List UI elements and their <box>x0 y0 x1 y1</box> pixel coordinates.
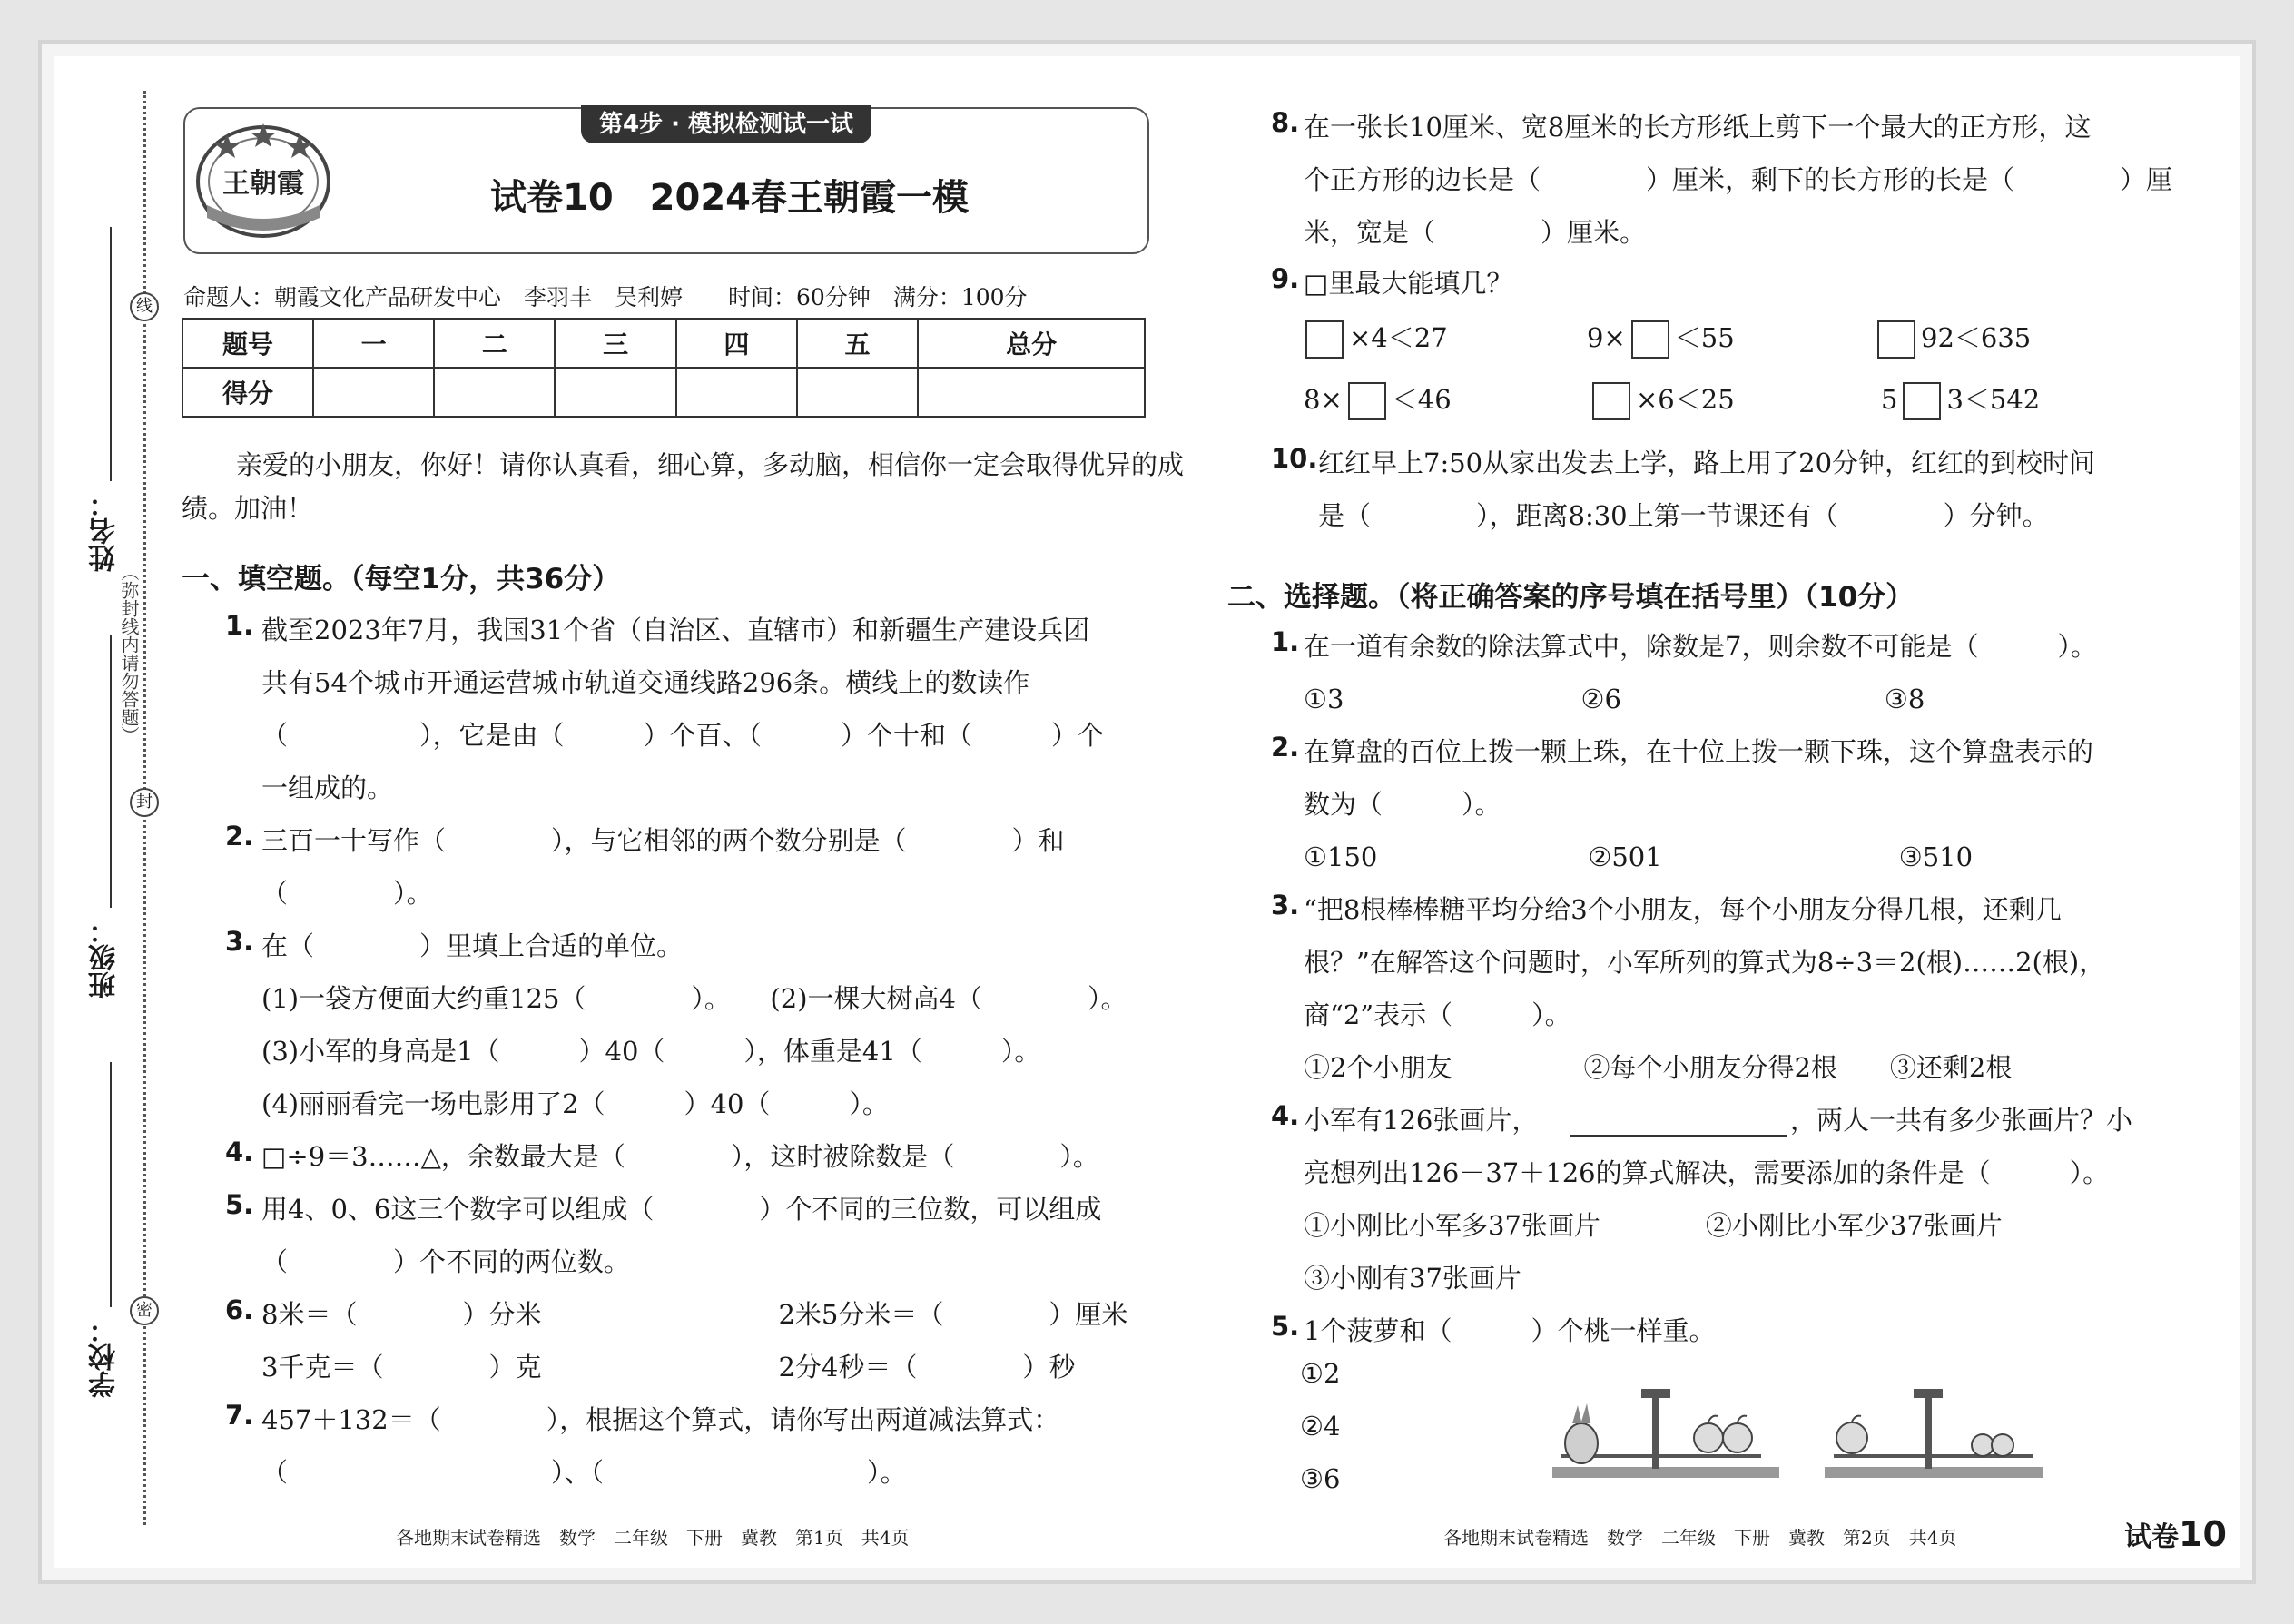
question-text: 1个菠萝和（ ）个桃一样重。 <box>1304 1315 1716 1346</box>
page-tag: 试卷10 <box>2124 1514 2227 1554</box>
q4-tail: ，两人一共有多少张画片？小 <box>1790 1105 2133 1136</box>
school-label: 学校： <box>89 1316 121 1398</box>
score-cell[interactable] <box>313 368 434 417</box>
q9-row1-c: 92＜635 <box>1872 318 2031 359</box>
score-head: 二 <box>434 319 555 368</box>
question-text: (4)丽丽看完一场电影用了2（ ）40（ ）。 <box>261 1088 889 1119</box>
question-number: 3. <box>1271 890 1300 920</box>
answer-box[interactable] <box>1877 320 1915 359</box>
name-line[interactable] <box>110 227 112 481</box>
score-head: 一 <box>313 319 434 368</box>
question-text: 个正方形的边长是（ ）厘米，剩下的长方形的长是（ ）厘 <box>1304 164 2173 195</box>
seal-char-mi: 密 <box>130 1296 159 1325</box>
q9-row2-c: 5 3＜542 <box>1881 379 2040 420</box>
score-cell[interactable] <box>555 368 675 417</box>
q5-option: ①2 <box>1300 1358 1341 1389</box>
intro-line: 绩。加油！ <box>182 493 314 524</box>
scale-pineapple-peaches <box>1543 1369 2052 1505</box>
score-cell[interactable] <box>918 368 1145 417</box>
question-number: 2. <box>225 821 254 851</box>
q9-row1-b: 9× ＜55 <box>1587 318 1735 359</box>
question-number: 5. <box>1271 1311 1300 1342</box>
q9-row2-a: 8× ＜46 <box>1304 379 1452 420</box>
score-cell[interactable] <box>434 368 555 417</box>
section-1-heading: 一、填空题。（每空1分，共36分） <box>182 563 621 595</box>
question-text: 商“2”表示（ ）。 <box>1304 999 1571 1030</box>
score-head: 四 <box>676 319 797 368</box>
question-number: 10. <box>1271 443 1318 474</box>
answer-box[interactable] <box>1592 382 1630 420</box>
class-label: 班级： <box>89 917 121 999</box>
score-head: 题号 <box>182 319 313 368</box>
question-number: 9. <box>1271 263 1300 294</box>
school-line[interactable] <box>110 1062 112 1307</box>
score-cell[interactable] <box>797 368 918 417</box>
question-text: 小军有126张画片， <box>1304 1105 1539 1136</box>
question-text: 8米＝（ ）分米 2米5分米＝（ ）厘米 <box>261 1299 1128 1330</box>
question-text: ③小刚有37张画片 <box>1304 1263 1521 1294</box>
seal-char-feng: 封 <box>130 788 159 817</box>
q5-option: ③6 <box>1300 1463 1341 1494</box>
question-text: 在一道有余数的除法算式中，除数是7，则余数不可能是（ ）。 <box>1304 631 2097 662</box>
question-text: 是（ ），距离8:30上第一节课还有（ ）分钟。 <box>1318 500 2049 531</box>
answer-box[interactable] <box>1348 382 1386 420</box>
question-text: 米，宽是（ ）厘米。 <box>1304 217 1647 248</box>
score-head: 总分 <box>918 319 1145 368</box>
brand-logo <box>191 116 336 243</box>
answer-box[interactable] <box>1305 320 1344 359</box>
question-text: “把8根棒棒糖平均分给3个小朋友，每个小朋友分得几根，还剩几 <box>1304 894 2062 925</box>
question-number: 1. <box>1271 626 1300 657</box>
question-number: 5. <box>225 1189 254 1220</box>
name-label: 姓名： <box>89 490 121 572</box>
section-2-heading: 二、选择题。（将正确答案的序号填在括号里）（10分） <box>1227 581 1915 614</box>
q4-blank[interactable] <box>1570 1107 1787 1137</box>
seal-notice: （弥封线内请勿答题） <box>118 563 140 744</box>
q9-row1-a: ×4＜27 <box>1300 318 1448 359</box>
question-text: （ ）个不同的两位数。 <box>261 1246 631 1277</box>
question-text: □里最大能填几？ <box>1304 268 1513 299</box>
intro-line: 亲爱的小朋友，你好！请你认真看，细心算，多动脑，相信你一定会取得优异的成 <box>236 449 1185 480</box>
question-text: ①3 ②6 ③8 <box>1304 684 1925 714</box>
question-text: 三百一十写作（ ），与它相邻的两个数分别是（ ）和 <box>261 825 1065 856</box>
svg-text:王朝霞: 王朝霞 <box>222 168 304 200</box>
question-text: ①小刚比小军多37张画片 ②小刚比小军少37张画片 <box>1304 1210 2003 1241</box>
q9-row2-b: ×6＜25 <box>1587 379 1735 420</box>
question-text: ①150 ②501 ③510 <box>1304 842 1974 872</box>
answer-box[interactable] <box>1903 382 1941 420</box>
q5-option: ②4 <box>1300 1411 1341 1442</box>
step-tab: 第4步 · 模拟检测试一试 <box>581 105 871 143</box>
question-text: 457＋132＝（ ），根据这个算式，请你写出两道减法算式： <box>261 1404 1060 1435</box>
question-text: (1)一袋方便面大约重125（ ）。 (2)一棵大树高4（ ）。 <box>261 983 1127 1014</box>
question-number: 1. <box>225 610 254 641</box>
score-label: 得分 <box>182 368 313 417</box>
question-text: 红红早上7:50从家出发去上学，路上用了20分钟，红红的到校时间 <box>1318 448 2096 478</box>
exam-meta: 命题人：朝霞文化产品研发中心 李羽丰 吴利婷 时间：60分钟 满分：100分 <box>183 284 1028 310</box>
answer-box[interactable] <box>1631 320 1669 359</box>
footer-left: 各地期末试卷精选 数学 二年级 下册 冀教 第1页 共4页 <box>396 1527 910 1549</box>
question-number: 6. <box>225 1294 254 1325</box>
question-text: 3千克＝（ ）克 2分4秒＝（ ）秒 <box>261 1352 1076 1383</box>
score-head: 三 <box>555 319 675 368</box>
score-head: 五 <box>797 319 918 368</box>
question-number: 2. <box>1271 732 1300 763</box>
question-text: （ ）。 <box>261 878 433 909</box>
question-text: 共有54个城市开通运营城市轨道交通线路296条。横线上的数读作 <box>261 667 1030 698</box>
question-number: 7. <box>225 1400 254 1431</box>
exam-title: 试卷10 2024春王朝霞一模 <box>490 177 969 219</box>
question-text: （ ）、（ ）。 <box>261 1457 907 1488</box>
question-number: 8. <box>1271 107 1300 138</box>
class-line[interactable] <box>110 635 112 908</box>
seal-char-xian: 线 <box>130 292 159 321</box>
score-cell[interactable] <box>676 368 797 417</box>
question-number: 4. <box>225 1137 254 1167</box>
question-text: 数为（ ）。 <box>1304 789 1501 820</box>
footer-right: 各地期末试卷精选 数学 二年级 下册 冀教 第2页 共4页 <box>1443 1527 1957 1549</box>
score-table <box>182 318 1146 418</box>
question-text: 用4、0、6这三个数字可以组成（ ）个不同的三位数，可以组成 <box>261 1194 1102 1225</box>
question-text: 亮想列出126－37＋126的算式解决，需要添加的条件是（ ）。 <box>1304 1157 2110 1188</box>
question-text: (3)小军的身高是1（ ）40（ ），体重是41（ ）。 <box>261 1036 1041 1067</box>
question-number: 3. <box>225 926 254 957</box>
question-text: 截至2023年7月，我国31个省（自治区、直辖市）和新疆生产建设兵团 <box>261 615 1090 645</box>
question-number: 4. <box>1271 1100 1300 1131</box>
question-text: □÷9＝3……△，余数最大是（ ），这时被除数是（ ）。 <box>261 1141 1099 1172</box>
question-text: ①2个小朋友 ②每个小朋友分得2根 ③还剩2根 <box>1304 1052 2013 1083</box>
question-text: 在算盘的百位上拨一颗上珠，在十位上拨一颗下珠，这个算盘表示的 <box>1304 736 2094 767</box>
question-text: 根？”在解答这个问题时，小军所列的算式为8÷3＝2(根)……2(根)， <box>1304 947 2106 978</box>
question-text: 在一张长10厘米、宽8厘米的长方形纸上剪下一个最大的正方形，这 <box>1304 112 2092 143</box>
question-text: （ ），它是由（ ）个百、（ ）个十和（ ）个 <box>261 720 1105 751</box>
question-text: 一组成的。 <box>261 773 394 803</box>
question-text: 在（ ）里填上合适的单位。 <box>261 930 684 961</box>
